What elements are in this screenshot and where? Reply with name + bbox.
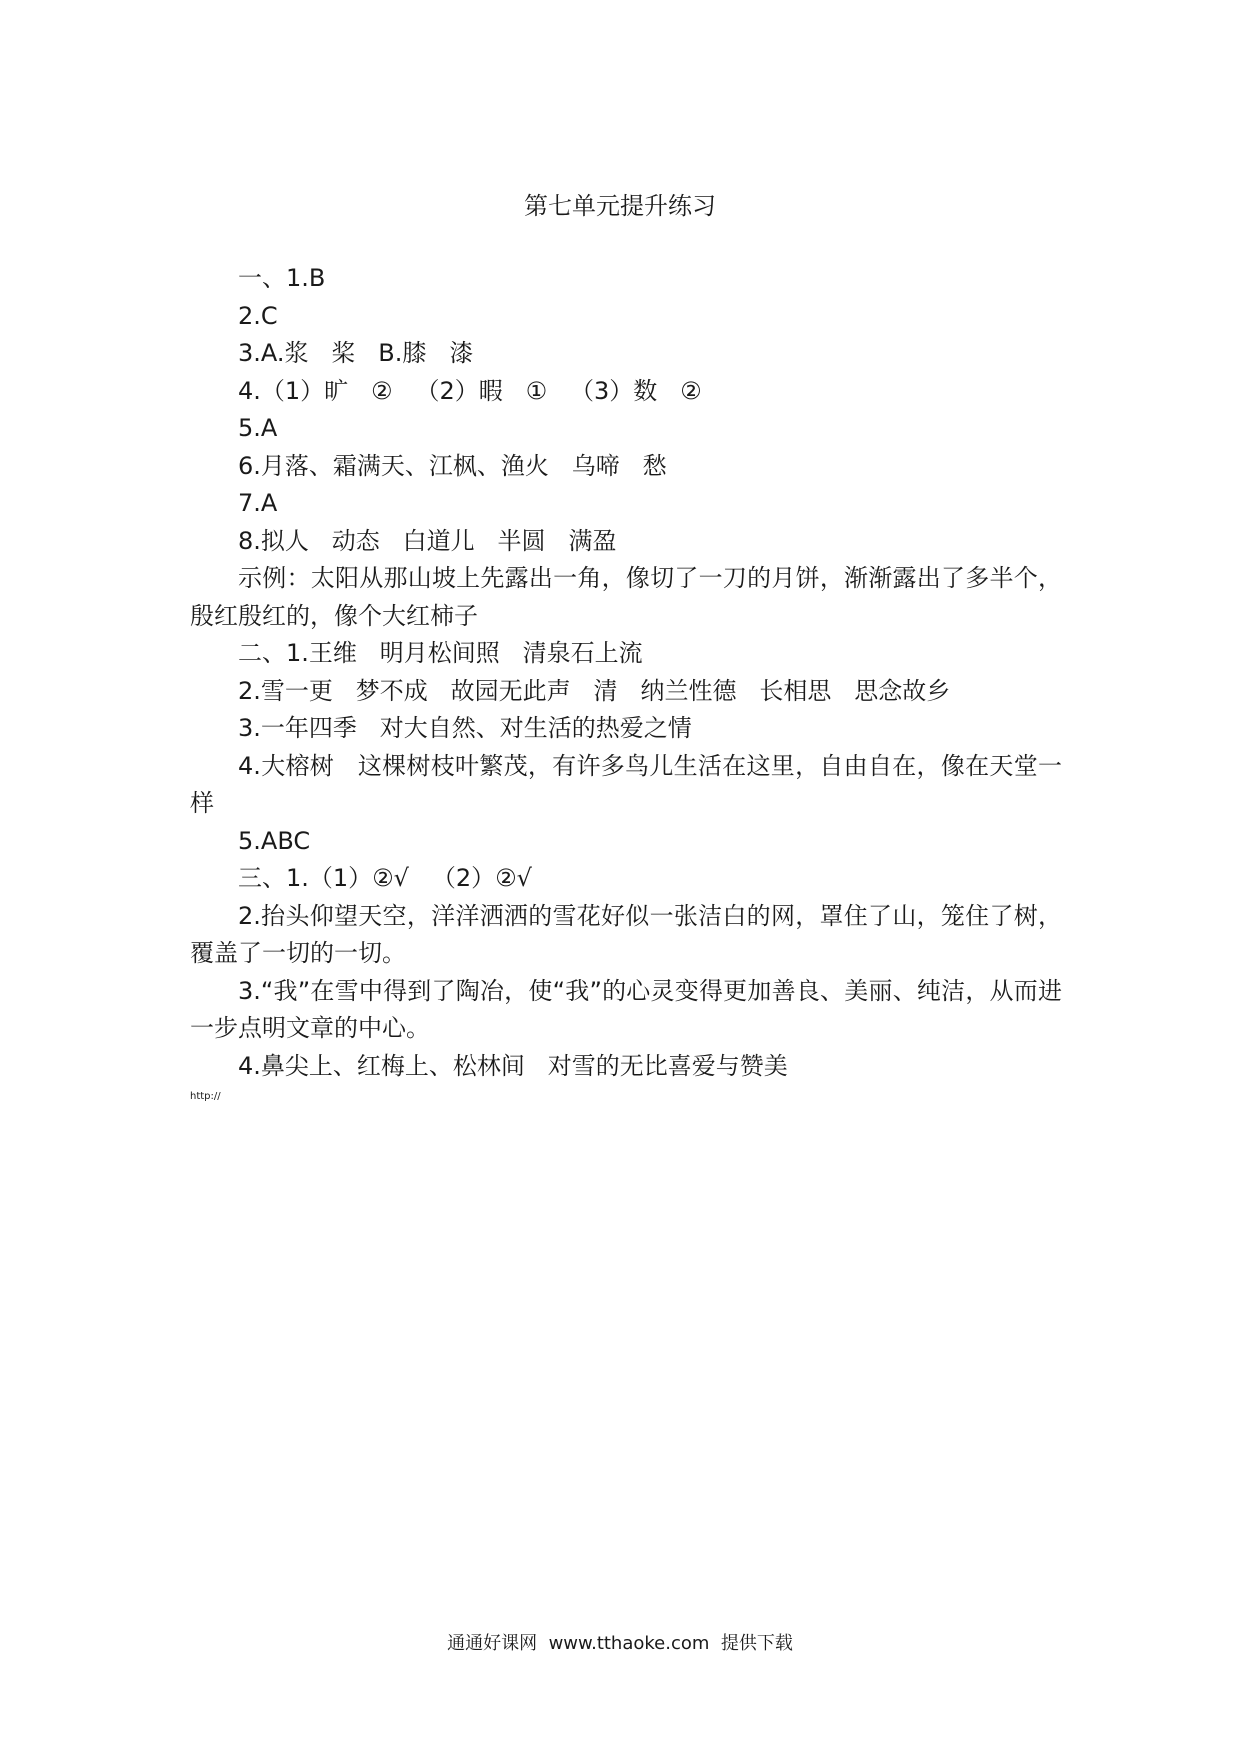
answer-line: 三、1.（1）②√ （2）②√ — [238, 864, 532, 892]
page-footer: 通通好课网 www.tthaoke.com 提供下载 — [447, 1633, 793, 1654]
answer-line: 8.拟人 动态 白道儿 半圆 满盈 — [238, 526, 617, 555]
answer-line: 4.鼻尖上、红梅上、松林间 对雪的无比喜爱与赞美 — [238, 1051, 788, 1080]
answer-line: 3.一年四季 对大自然、对生活的热爱之情 — [238, 714, 692, 742]
answer-line: 二、1.王维 明月松间照 清泉石上流 — [238, 639, 643, 667]
answer-line: 5.ABC — [238, 826, 311, 855]
answer-line: 4.大榕树 这棵树枝叶繁茂，有许多鸟儿生活在这里，自由自在，像在天堂一样 — [190, 751, 1062, 817]
answer-line: 6.月落、霜满天、江枫、渔火 乌啼 愁 — [238, 451, 667, 480]
answer-list — [190, 260, 1062, 1085]
answer-line: 4.（1）旷 ② （2）暇 ① （3）数 ② — [238, 376, 702, 405]
answer-line: 7.A — [238, 489, 278, 517]
answer-line: 示例：太阳从那山坡上先露出一角，像切了一刀的月饼，渐渐露出了多半个，殷红殷红的，像个大红柿子 — [190, 564, 1062, 630]
answer-line: 3.“我”在雪中得到了陶冶，使“我”的心灵变得更加善良、美丽、纯洁，从而进一步点明文章的中心。 — [190, 976, 1062, 1042]
url-text: http:// — [190, 1091, 221, 1102]
answer-line: 5.A — [238, 414, 278, 442]
answer-line: 3.A.浆 桨 B.膝 漆 — [238, 339, 474, 367]
answer-line: 2.C — [238, 301, 278, 330]
answer-line: 一、1.B — [238, 264, 326, 292]
answer-line: 2.雪一更 梦不成 故园无此声 清 纳兰性德 长相思 思念故乡 — [238, 676, 951, 705]
document-title: 第七单元提升练习 — [524, 192, 716, 220]
answer-line: 2.抬头仰望天空，洋洋洒洒的雪花好似一张洁白的网，罩住了山，笼住了树，覆盖了一切的一切。 — [190, 901, 1062, 967]
